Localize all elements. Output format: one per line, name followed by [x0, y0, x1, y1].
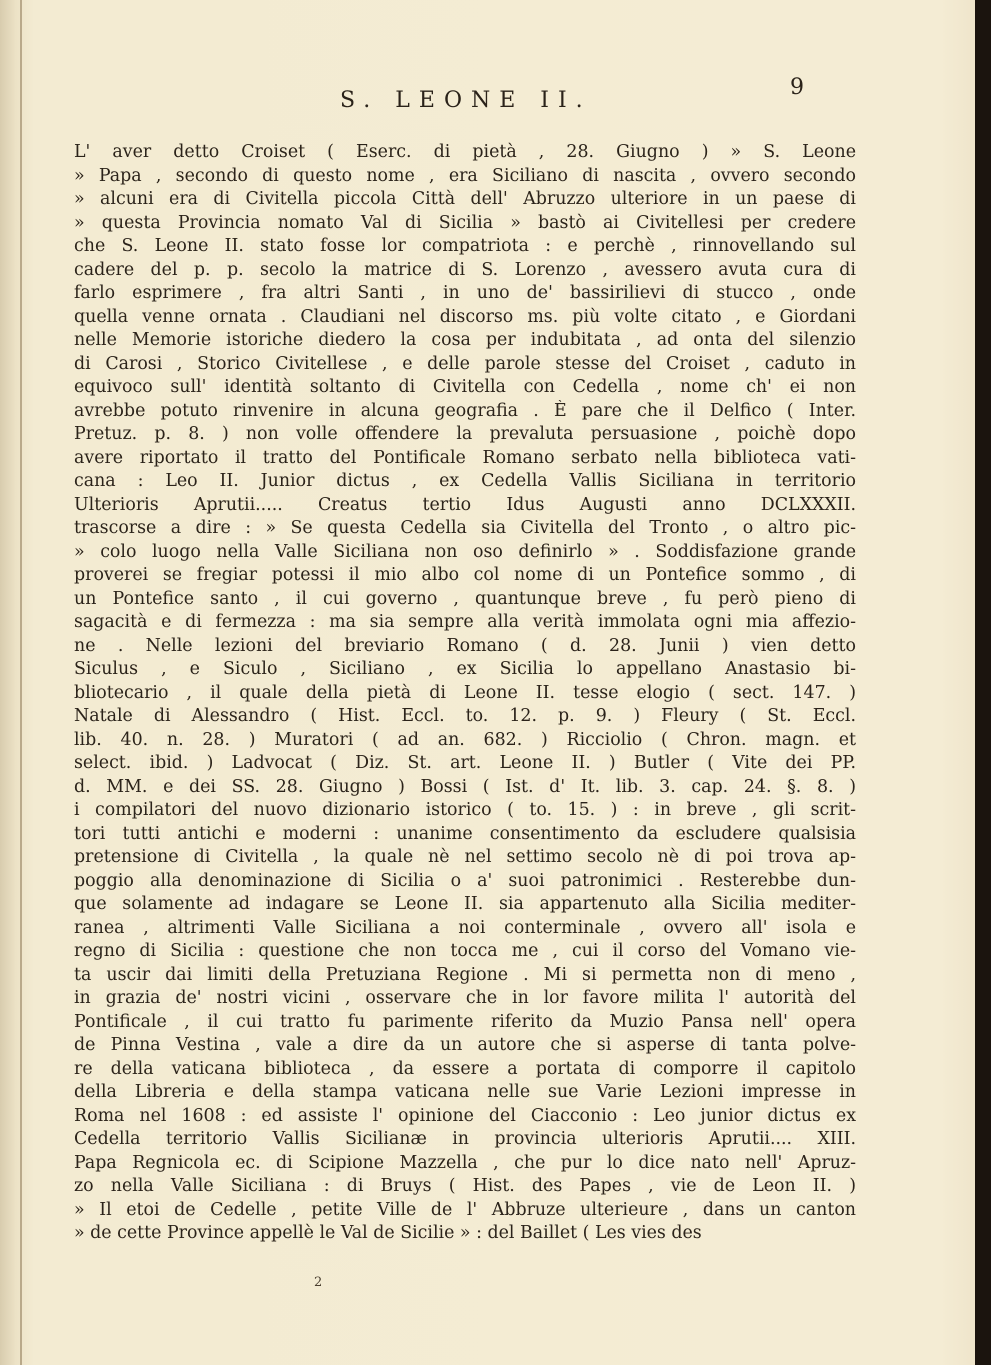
text-line — [74, 1152, 856, 1176]
text-line — [74, 1034, 856, 1058]
text-line — [74, 447, 856, 471]
text-line-content: d. MM. e dei SS. 28. Giugno ) Bossi ( Ist. d' It. lib. 3. cap. 24. §. 8. ) — [74, 776, 856, 797]
text-line — [74, 564, 856, 588]
text-line — [74, 1128, 856, 1152]
text-line — [74, 235, 856, 259]
text-line — [74, 165, 856, 189]
text-line-content: pretensione di Civitella , la quale nè nel settimo secolo nè di poi trova ap- — [74, 847, 856, 867]
text-line-content: regno di Sicilia : questione che non tocca me , cui il corso del Vomano vie- — [74, 941, 856, 961]
text-line-content: avere riportato il tratto del Pontificale Romano serbato nella biblioteca vati- — [74, 447, 856, 468]
text-line — [74, 917, 856, 941]
text-line — [74, 517, 856, 541]
text-line-content: cana : Leo II. Junior dictus , ex Cedella Vallis Siciliana in territorio — [74, 471, 856, 491]
text-line — [74, 1105, 856, 1129]
text-line-content: Ulterioris Aprutii..... Creatus tertio Idus Augusti anno DCLXXXII. — [74, 494, 856, 515]
text-line — [74, 729, 856, 753]
text-line — [74, 188, 856, 212]
text-line-content: select. ibid. ) Ladvocat ( Diz. St. art. Leone II. ) Butler ( Vite dei PP. — [74, 753, 856, 773]
text-line-content: un Pontefice santo , il cui governo , quantunque breve , fu però pieno di — [74, 588, 856, 609]
text-line-content: avrebbe potuto rinvenire in alcuna geografia . È pare che il Delfico ( Inter. — [74, 400, 856, 421]
text-line-content: che S. Leone II. stato fosse lor compatriota : e perchè , rinnovellando sul — [74, 236, 856, 256]
text-line-content: Pretuz. p. 8. ) non volle offendere la prevaluta persuasione , poichè dopo — [74, 424, 856, 444]
text-line — [74, 141, 856, 165]
text-line-content: cadere del p. p. secolo la matrice di S. Lorenzo , avessero avuta cura di — [74, 259, 856, 280]
text-line-content: Pontificale , il cui tratto fu parimente riferito da Muzio Pansa nell' opera — [74, 1011, 856, 1032]
text-line — [74, 870, 856, 894]
text-line-content: proverei se fregiar potessi il mio albo col nome di un Pontefice sommo , di — [74, 565, 856, 585]
text-line-content: quella venne ornata . Claudiani nel discorso ms. più volte citato , e Giordani — [74, 306, 856, 327]
running-head: S. LEONE II. — [340, 88, 592, 113]
text-line — [74, 1058, 856, 1082]
text-line — [74, 846, 856, 870]
text-line — [74, 799, 856, 823]
body-text — [74, 141, 856, 1246]
text-line — [74, 494, 856, 518]
text-line — [74, 964, 856, 988]
text-line-content: sagacità e di fermezza : ma sia sempre alla verità immolata ogni mia affezio- — [74, 612, 856, 632]
text-line — [74, 376, 856, 400]
text-line — [74, 705, 856, 729]
text-line — [74, 423, 856, 447]
text-line-content: de Pinna Vestina , vale a dire da un autore che si asperse di tanta polve- — [74, 1035, 856, 1055]
text-line-content: Siculus , e Siculo , Siciliano , ex Sicilia lo appellano Anastasio bi- — [74, 659, 856, 679]
text-line — [74, 1175, 856, 1199]
text-line — [74, 400, 856, 424]
text-line-content: trascorse a dire : » Se questa Cedella sia Civitella del Tronto , o altro pic- — [74, 518, 856, 538]
text-line — [74, 282, 856, 306]
text-line-content: » colo luogo nella Valle Siciliana non oso definirlo » . Soddisfazione grande — [74, 541, 856, 562]
text-line-content: poggio alla denominazione di Sicilia o a' suoi patronimici . Resterebbe dun- — [74, 870, 856, 891]
text-line-content: lib. 40. n. 28. ) Muratori ( ad an. 682. ) Ricciolio ( Chron. magn. et — [74, 729, 856, 750]
text-line — [74, 658, 856, 682]
text-line-content: della Libreria e della stampa vaticana nelle sue Varie Lezioni impresse in — [74, 1082, 856, 1102]
text-line — [74, 987, 856, 1011]
text-line — [74, 940, 856, 964]
text-line — [74, 1011, 856, 1035]
text-line-content: » alcuni era di Civitella piccola Città dell' Abruzzo ulteriore in un paese di — [74, 189, 856, 209]
text-line-content: ta uscir dai limiti della Pretuziana Regione . Mi si permetta non di meno , — [74, 964, 856, 985]
text-line — [74, 776, 856, 800]
page-number: 9 — [790, 75, 804, 100]
text-line-content: ranea , altrimenti Valle Siciliana a noi conterminale , ovvero all' isola e — [74, 917, 856, 938]
text-line-content: Papa Regnicola ec. di Scipione Mazzella , che pur lo dice nato nell' Apruz- — [74, 1152, 856, 1173]
text-line — [74, 306, 856, 330]
text-line — [74, 259, 856, 283]
text-line-content: i compilatori del nuovo dizionario istorico ( to. 15. ) : in breve , gli scrit- — [74, 800, 856, 820]
text-line-content: L' aver detto Croiset ( Eserc. di pietà , 28. Giugno ) » S. Leone — [74, 142, 856, 162]
text-line-content: Cedella territorio Vallis Sicilianæ in provincia ulterioris Aprutii.... XIII. — [74, 1129, 856, 1149]
text-line-content: » questa Provincia nomato Val di Sicilia » bastò ai Civitellesi per credere — [74, 212, 856, 233]
text-line — [74, 588, 856, 612]
text-line — [74, 353, 856, 377]
text-line-content: Natale di Alessandro ( Hist. Eccl. to. 12. p. 9. ) Fleury ( St. Eccl. — [74, 706, 856, 726]
text-line-content: ne . Nelle lezioni del breviario Romano ( d. 28. Junii ) vien detto — [74, 635, 856, 656]
text-line-content: in grazia de' nostri vicini , osservare che in lor favore milita l' autorità del — [74, 988, 856, 1008]
text-line — [74, 682, 856, 706]
text-line-content: que solamente ad indagare se Leone II. sia appartenuto alla Sicilia mediter- — [74, 894, 856, 914]
text-line-content: di Carosi , Storico Civitellese , e delle parole stesse del Croiset , caduto in — [74, 353, 856, 374]
text-line-content: » Il etoi de Cedelle , petite Ville de l' Abbruze ulterieure , dans un canton — [74, 1199, 856, 1220]
text-line-content: nelle Memorie istoriche diedero la cosa per indubitata , ad onta del silenzio — [74, 330, 856, 350]
text-line-content: farlo esprimere , fra altri Santi , in uno de' bassirilievi di stucco , onde — [74, 283, 856, 303]
text-line — [74, 893, 856, 917]
text-line-content: re della vaticana biblioteca , da essere a portata di comporre il capitolo — [74, 1058, 856, 1079]
text-line — [74, 752, 856, 776]
text-line — [74, 611, 856, 635]
text-line-content: » Papa , secondo di questo nome , era Siciliano di nascita , ovvero secondo — [74, 165, 856, 186]
text-line — [74, 541, 856, 565]
text-line-content: zo nella Valle Siciliana : di Bruys ( Hist. des Papes , vie de Leon II. ) — [74, 1176, 856, 1196]
text-line — [74, 635, 856, 659]
text-line-content: bliotecario , il quale della pietà di Leone II. tesse elogio ( sect. 147. ) — [74, 682, 856, 703]
text-line — [74, 470, 856, 494]
text-line — [74, 823, 856, 847]
text-line — [74, 212, 856, 236]
text-line — [74, 329, 856, 353]
text-line-content: » de cette Province appellè le Val de Sicilie » : del Baillet ( Les vies des — [74, 1223, 702, 1243]
text-line-content: Roma nel 1608 : ed assiste l' opinione del Ciacconio : Leo junior dictus ex — [74, 1105, 856, 1126]
text-line — [74, 1199, 856, 1223]
text-line — [74, 1081, 856, 1105]
signature-mark: 2 — [314, 1275, 323, 1290]
text-line-content: tori tutti antichi e moderni : unanime consentimento da escludere qualsisia — [74, 823, 856, 844]
text-line — [74, 1222, 856, 1246]
text-line-content: equivoco sull' identità soltanto di Civitella con Cedella , nome ch' ei non — [74, 377, 856, 397]
page-gutter — [20, 0, 22, 1365]
